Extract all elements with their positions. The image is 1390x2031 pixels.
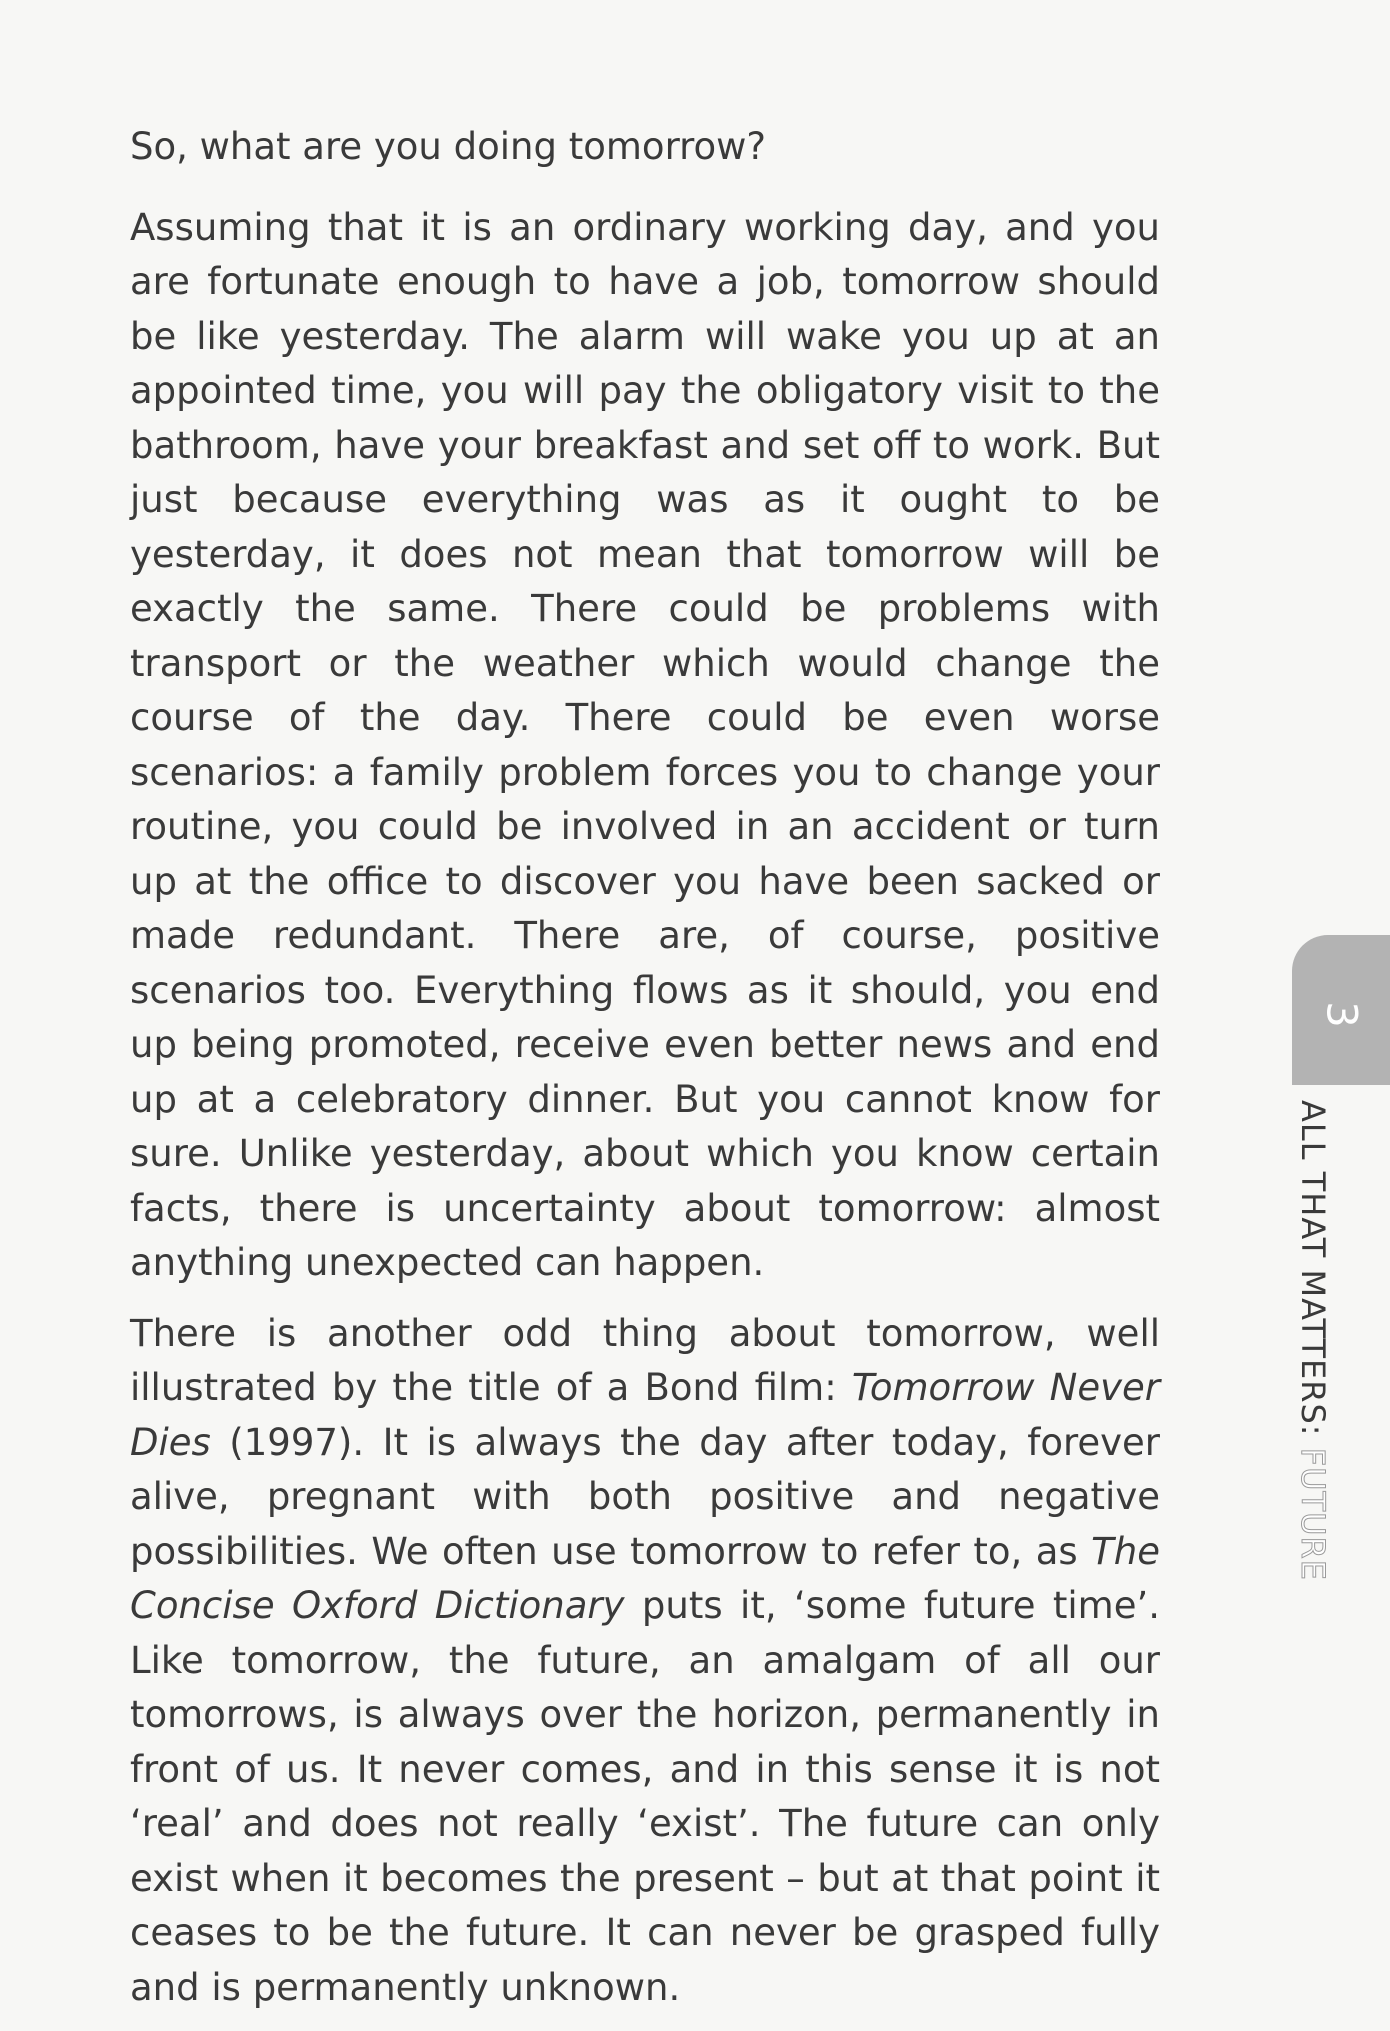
body-text: [130, 120, 1160, 2031]
paragraph-3-part-3: puts it, ‘some future time’. Like tomorrow, the future, an amalgam of all our tomorrows, is always over the horizon, permanently in front of us. It never comes, and in this sense it is not ‘real’ and does not really ‘exist’. The future can only exist when it becomes the present – but at that point it ceases to be the future. It can never be grasped fully and is permanently unknown.: [130, 1584, 1160, 2009]
running-head: [1294, 1100, 1332, 1581]
paragraph-3-part-2: (1997). It is always the day after today, forever alive, pregnant with both positive and negative possibilities. We often use tomorrow to refer to, as: [130, 1420, 1160, 1573]
running-head-series: ALL THAT MATTERS:: [1294, 1100, 1332, 1448]
paragraph-3-part-1: There is another odd thing about tomorrow, well illustrated by the title of a Bond film:: [130, 1311, 1160, 1409]
film-title: Tomorrow Never Dies: [130, 1366, 1160, 1464]
paragraph-2: Assuming that it is an ordinary working day, and you are fortunate enough to have a job, tomorrow should be like yesterday. The alarm will wake you up at an appointed time, you will pay the obligatory visit to the bathroom, have your breakfast and set off to work. But just because everything was as it ought to be yesterday, it does not mean that tomorrow will be exactly the same. There could be problems with transport or the weather which would change the course of the day. There could be even worse scenarios: a family problem forces you to change your routine, you could be involved in an accident or turn up at the office to discover you have been sacked or made redundant. There are, of course, positive scenarios too. Everything flows as it should, you end up being promoted, receive even better news and end up at a celebratory dinner. But you cannot know for sure. Unlike yesterday, about which you know certain facts, there is uncertainty about tomorrow: almost anything unexpected can happen.: [130, 205, 1160, 1284]
dictionary-title: The Concise Oxford Dictionary: [130, 1529, 1160, 1627]
chapter-number: 3: [1317, 1001, 1367, 1028]
running-head-topic: FUTURE: [1294, 1447, 1332, 1581]
opening-question: So, what are you doing tomorrow?: [130, 125, 767, 168]
paragraph-3: [130, 1307, 1160, 2016]
